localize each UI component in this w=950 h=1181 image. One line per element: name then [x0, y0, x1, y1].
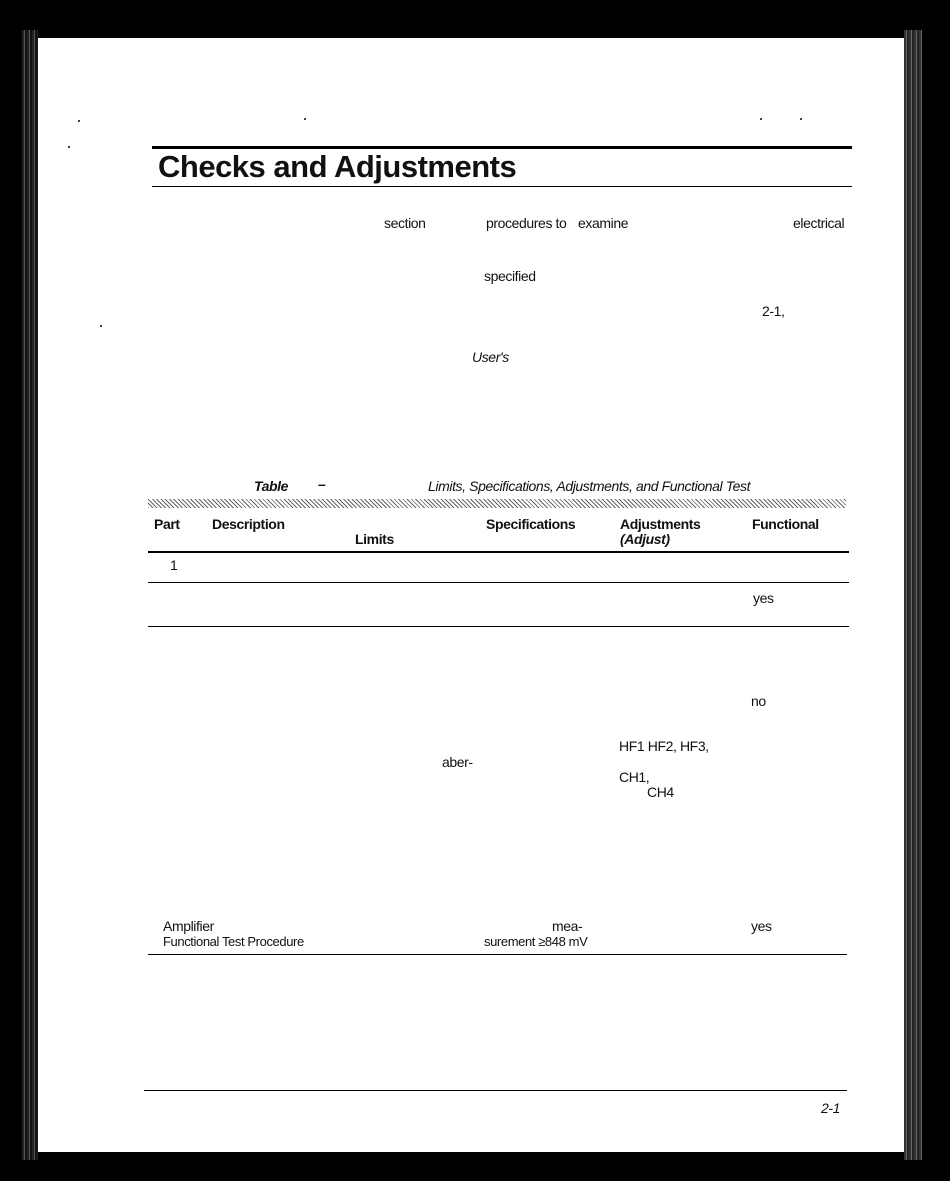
header-description: Description [212, 516, 285, 532]
table-shaded-band [148, 499, 846, 508]
row3-adjust-ch4: CH4 [647, 784, 674, 800]
row2-rule [148, 626, 849, 627]
header-specifications: Specifications [486, 516, 576, 532]
scan-speck [760, 118, 762, 120]
row3-adjust-hf: HF1 HF2, HF3, [619, 738, 709, 754]
row-mea: mea- [552, 918, 583, 934]
row3-aber: aber- [442, 754, 473, 770]
scan-edge-right [904, 30, 922, 1160]
scan-speck [100, 325, 102, 327]
row1-rule [148, 582, 849, 583]
text-procedures: procedures to [486, 215, 567, 231]
document-page [38, 38, 904, 1152]
text-examine: examine [578, 215, 629, 231]
header-limits: Limits [355, 531, 394, 547]
row-amplifier: Amplifier [163, 918, 214, 934]
scan-edge-left [22, 30, 38, 1160]
table-caption-label: Table [254, 478, 289, 494]
title-bottom-rule [152, 186, 852, 187]
table-bottom-rule [148, 954, 847, 955]
text-electrical: electrical [793, 215, 845, 231]
header-adjustments: Adjustments [620, 516, 701, 532]
header-functional: Functional [752, 516, 819, 532]
row-last-functional: yes [751, 918, 772, 934]
text-specified: specified [484, 268, 536, 284]
page-number: 2-1 [821, 1100, 841, 1116]
row1-part: 1 [170, 557, 178, 573]
text-users: User's [472, 349, 509, 365]
text-section: section [384, 215, 426, 231]
header-part: Part [154, 516, 180, 532]
table-caption-title: Limits, Specifications, Adjustments, and Functional Test [428, 478, 751, 494]
row-functional-test: Functional Test Procedure [163, 934, 304, 949]
row-surement: surement ≥848 mV [484, 934, 588, 949]
header-rule [148, 551, 849, 553]
scan-speck [304, 118, 306, 120]
scan-speck [68, 146, 70, 148]
row2-functional: yes [753, 590, 774, 606]
table-caption-dash: – [318, 476, 326, 492]
page-title: Checks and Adjustments [158, 149, 517, 184]
scan-speck [78, 120, 80, 122]
row3-functional: no [751, 693, 766, 709]
scan-speck [800, 118, 802, 120]
text-table-ref: 2-1, [762, 303, 785, 319]
footer-rule [144, 1090, 847, 1091]
row3-adjust-ch1: CH1, [619, 769, 650, 785]
header-adjust: (Adjust) [620, 531, 670, 547]
